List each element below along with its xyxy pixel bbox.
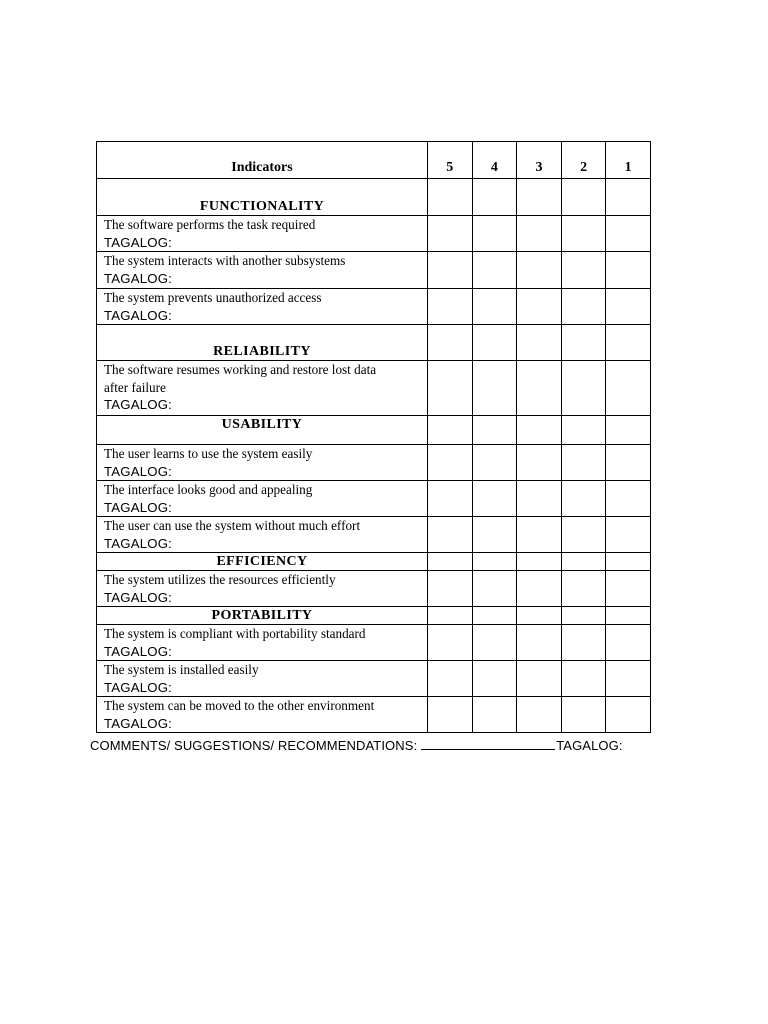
indicator-text: The software resumes working and restore lost data bbox=[104, 362, 377, 377]
score-cell[interactable] bbox=[428, 289, 473, 325]
section-title-usability: USABILITY bbox=[97, 416, 428, 445]
section-row-portability bbox=[97, 607, 651, 625]
score-cell[interactable] bbox=[561, 252, 606, 289]
score-cell[interactable] bbox=[517, 416, 562, 445]
tagalog-label: TAGALOG: bbox=[104, 463, 173, 479]
header-row bbox=[97, 142, 651, 179]
item-row bbox=[97, 625, 651, 661]
score-cell[interactable] bbox=[428, 625, 473, 661]
score-cell[interactable] bbox=[517, 252, 562, 289]
score-cell[interactable] bbox=[472, 517, 517, 553]
score-cell[interactable] bbox=[517, 607, 562, 625]
indicator-text: The system interacts with another subsystems bbox=[104, 253, 346, 268]
score-cell[interactable] bbox=[428, 179, 473, 216]
score-cell[interactable] bbox=[428, 416, 473, 445]
score-cell[interactable] bbox=[561, 481, 606, 517]
score-1-header: 1 bbox=[606, 142, 651, 179]
score-cell[interactable] bbox=[561, 325, 606, 361]
score-cell[interactable] bbox=[606, 289, 651, 325]
tagalog-label: TAGALOG: bbox=[104, 715, 173, 731]
score-cell[interactable] bbox=[561, 625, 606, 661]
indicator-cell bbox=[97, 571, 428, 607]
score-2-header: 2 bbox=[561, 142, 606, 179]
score-cell[interactable] bbox=[472, 289, 517, 325]
evaluation-table bbox=[96, 141, 651, 733]
tagalog-label: TAGALOG: bbox=[104, 535, 173, 551]
score-cell[interactable] bbox=[561, 416, 606, 445]
score-cell[interactable] bbox=[561, 216, 606, 252]
score-cell[interactable] bbox=[428, 571, 473, 607]
score-cell[interactable] bbox=[428, 252, 473, 289]
section-row-reliability bbox=[97, 325, 651, 361]
indicator-text: The system can be moved to the other environment bbox=[104, 698, 375, 713]
tagalog-label: TAGALOG: bbox=[104, 499, 173, 515]
tagalog-label: TAGALOG: bbox=[104, 270, 173, 286]
score-cell[interactable] bbox=[472, 553, 517, 571]
score-cell[interactable] bbox=[428, 325, 473, 361]
item-row bbox=[97, 252, 651, 289]
score-cell[interactable] bbox=[472, 661, 517, 697]
indicator-cell bbox=[97, 216, 428, 252]
item-row bbox=[97, 571, 651, 607]
score-cell[interactable] bbox=[517, 481, 562, 517]
item-row bbox=[97, 445, 651, 481]
score-5-header: 5 bbox=[428, 142, 473, 179]
score-cell[interactable] bbox=[472, 361, 517, 416]
indicator-cell bbox=[97, 445, 428, 481]
score-cell[interactable] bbox=[606, 325, 651, 361]
score-cell[interactable] bbox=[517, 625, 562, 661]
item-row bbox=[97, 481, 651, 517]
indicator-text: The software performs the task required bbox=[104, 217, 316, 232]
score-cell[interactable] bbox=[472, 607, 517, 625]
score-cell[interactable] bbox=[517, 553, 562, 571]
score-cell[interactable] bbox=[561, 607, 606, 625]
score-cell[interactable] bbox=[517, 179, 562, 216]
score-cell[interactable] bbox=[517, 571, 562, 607]
section-title-efficiency: EFFICIENCY bbox=[97, 553, 428, 571]
score-cell[interactable] bbox=[606, 416, 651, 445]
score-cell[interactable] bbox=[428, 445, 473, 481]
section-title-portability: PORTABILITY bbox=[97, 607, 428, 625]
item-row bbox=[97, 517, 651, 553]
score-cell[interactable] bbox=[517, 216, 562, 252]
comments-line bbox=[90, 737, 623, 753]
item-row bbox=[97, 216, 651, 252]
footer-tagalog-label: TAGALOG: bbox=[556, 738, 623, 753]
indicator-cell bbox=[97, 697, 428, 733]
score-cell[interactable] bbox=[606, 216, 651, 252]
comments-blank-field[interactable] bbox=[421, 737, 555, 750]
score-cell[interactable] bbox=[472, 571, 517, 607]
score-cell[interactable] bbox=[428, 697, 473, 733]
score-cell[interactable] bbox=[428, 216, 473, 252]
section-row-usability bbox=[97, 416, 651, 445]
indicator-cell bbox=[97, 361, 428, 416]
tagalog-label: TAGALOG: bbox=[104, 234, 173, 250]
score-cell[interactable] bbox=[472, 216, 517, 252]
item-row bbox=[97, 697, 651, 733]
indicator-cell bbox=[97, 289, 428, 325]
score-cell[interactable] bbox=[606, 445, 651, 481]
indicator-text: The interface looks good and appealing bbox=[104, 482, 313, 497]
item-row bbox=[97, 289, 651, 325]
score-cell[interactable] bbox=[428, 661, 473, 697]
score-cell[interactable] bbox=[606, 661, 651, 697]
score-cell[interactable] bbox=[606, 697, 651, 733]
score-cell[interactable] bbox=[517, 445, 562, 481]
score-cell[interactable] bbox=[472, 325, 517, 361]
indicator-text: The system is compliant with portability standard bbox=[104, 626, 366, 641]
comments-label: COMMENTS/ SUGGESTIONS/ RECOMMENDATIONS: bbox=[90, 738, 418, 753]
score-cell[interactable] bbox=[517, 289, 562, 325]
tagalog-label: TAGALOG: bbox=[104, 307, 173, 323]
score-cell[interactable] bbox=[428, 517, 473, 553]
score-cell[interactable] bbox=[428, 361, 473, 416]
score-cell[interactable] bbox=[472, 416, 517, 445]
score-cell[interactable] bbox=[606, 179, 651, 216]
tagalog-label: TAGALOG: bbox=[104, 679, 173, 695]
score-3-header: 3 bbox=[517, 142, 562, 179]
score-cell[interactable] bbox=[561, 361, 606, 416]
section-title-functionality: FUNCTIONALITY bbox=[97, 179, 428, 216]
indicator-text: The system is installed easily bbox=[104, 662, 259, 677]
score-cell[interactable] bbox=[606, 252, 651, 289]
score-cell[interactable] bbox=[472, 179, 517, 216]
score-cell[interactable] bbox=[517, 361, 562, 416]
score-cell[interactable] bbox=[428, 553, 473, 571]
score-cell[interactable] bbox=[606, 625, 651, 661]
score-cell[interactable] bbox=[472, 445, 517, 481]
indicator-text: The user learns to use the system easily bbox=[104, 446, 313, 461]
score-cell[interactable] bbox=[606, 571, 651, 607]
indicator-cell bbox=[97, 517, 428, 553]
score-cell[interactable] bbox=[472, 481, 517, 517]
score-cell[interactable] bbox=[517, 325, 562, 361]
score-cell[interactable] bbox=[561, 179, 606, 216]
item-row bbox=[97, 361, 651, 416]
score-cell[interactable] bbox=[606, 553, 651, 571]
score-cell[interactable] bbox=[517, 517, 562, 553]
indicator-cell bbox=[97, 625, 428, 661]
score-4-header: 4 bbox=[472, 142, 517, 179]
indicator-cell bbox=[97, 481, 428, 517]
score-cell[interactable] bbox=[606, 607, 651, 625]
indicator-cell bbox=[97, 661, 428, 697]
section-row-functionality bbox=[97, 179, 651, 216]
score-cell[interactable] bbox=[428, 481, 473, 517]
score-cell[interactable] bbox=[561, 517, 606, 553]
score-cell[interactable] bbox=[606, 361, 651, 416]
score-cell[interactable] bbox=[561, 661, 606, 697]
tagalog-label: TAGALOG: bbox=[104, 643, 173, 659]
section-row-efficiency bbox=[97, 553, 651, 571]
tagalog-label: TAGALOG: bbox=[104, 397, 173, 412]
score-cell[interactable] bbox=[472, 252, 517, 289]
score-cell[interactable] bbox=[517, 661, 562, 697]
score-cell[interactable] bbox=[606, 517, 651, 553]
score-cell[interactable] bbox=[606, 481, 651, 517]
score-cell[interactable] bbox=[472, 625, 517, 661]
score-cell[interactable] bbox=[561, 697, 606, 733]
score-cell[interactable] bbox=[561, 289, 606, 325]
tagalog-label: TAGALOG: bbox=[104, 589, 173, 605]
score-cell[interactable] bbox=[561, 571, 606, 607]
indicator-text: The system prevents unauthorized access bbox=[104, 290, 322, 305]
item-row bbox=[97, 661, 651, 697]
indicators-header: Indicators bbox=[97, 142, 428, 179]
indicator-text: The system utilizes the resources efficiently bbox=[104, 572, 336, 587]
indicator-text: The user can use the system without much effort bbox=[104, 518, 361, 533]
score-cell[interactable] bbox=[561, 445, 606, 481]
indicator-cell bbox=[97, 252, 428, 289]
section-title-reliability: RELIABILITY bbox=[97, 325, 428, 361]
score-cell[interactable] bbox=[428, 607, 473, 625]
score-cell[interactable] bbox=[561, 553, 606, 571]
score-cell[interactable] bbox=[472, 697, 517, 733]
indicator-text-continued: after failure bbox=[104, 379, 166, 395]
score-cell[interactable] bbox=[517, 697, 562, 733]
